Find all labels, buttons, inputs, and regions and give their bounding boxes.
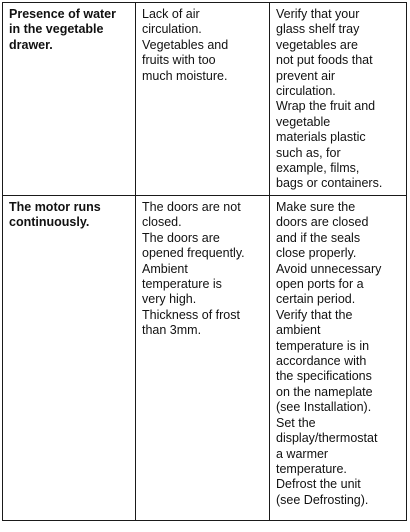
cause-cell — [136, 196, 270, 521]
problem-cell — [3, 3, 136, 196]
text-line: Ambient — [142, 261, 188, 276]
text-line: doors are closed — [276, 215, 369, 230]
text-line: (see Installation). — [276, 400, 372, 415]
text-line: The motor runs — [9, 200, 101, 214]
text-line: in the vegetable — [9, 22, 104, 37]
text-line: such as, for — [276, 145, 341, 160]
text-line: closed. — [142, 215, 182, 230]
text-line: The doors are not — [142, 200, 241, 214]
text-line: accordance with — [276, 354, 367, 369]
text-line: vegetables are — [276, 37, 359, 52]
text-line: prevent air — [276, 68, 336, 83]
text-line: Wrap the fruit and — [276, 99, 376, 114]
text-line: circulation. — [142, 22, 202, 37]
problem-cell — [3, 196, 136, 521]
text-line: much moisture. — [142, 68, 228, 83]
cause-text — [142, 7, 263, 84]
text-line: Make sure the — [276, 200, 356, 214]
solution-text — [276, 7, 400, 192]
text-line: Verify that your — [276, 7, 360, 21]
text-line: the specifications — [276, 369, 372, 384]
text-line: very high. — [142, 292, 197, 307]
text-line: a warmer — [276, 446, 329, 461]
solution-text — [276, 200, 400, 508]
text-line: than 3mm. — [142, 323, 202, 338]
text-line: open ports for a — [276, 277, 364, 292]
text-line: circulation. — [276, 84, 336, 99]
cause-text — [142, 200, 263, 339]
table-row-motor-runs — [3, 196, 407, 521]
text-line: The doors are — [142, 230, 220, 245]
text-line: temperature is — [142, 277, 222, 292]
solution-cell — [270, 196, 407, 521]
text-line: drawer. — [9, 37, 53, 52]
problem-text — [9, 200, 129, 231]
text-line: (see Defrosting). — [276, 492, 369, 507]
solution-cell — [270, 3, 407, 196]
text-line: temperature. — [276, 461, 347, 476]
text-line: and if the seals — [276, 230, 361, 245]
text-line: Vegetables and — [142, 37, 229, 52]
text-line: opened frequently. — [142, 246, 245, 261]
text-line: Verify that the — [276, 307, 353, 322]
text-line: continuously. — [9, 215, 90, 230]
text-line: close properly. — [276, 246, 357, 261]
text-line: Set the — [276, 415, 316, 430]
text-line: certain period. — [276, 292, 356, 307]
text-line: temperature is in — [276, 338, 370, 353]
text-line: Defrost the unit — [276, 477, 361, 492]
table-row-water-in-drawer — [3, 3, 407, 196]
text-line: Avoid unnecessary — [276, 261, 382, 276]
text-line: on the nameplate — [276, 384, 373, 399]
text-line: glass shelf tray — [276, 22, 360, 37]
text-line: vegetable — [276, 114, 331, 129]
cause-cell — [136, 3, 270, 196]
text-line: Thickness of frost — [142, 307, 240, 322]
text-line: not put foods that — [276, 53, 373, 68]
text-line: display/thermostat — [276, 431, 378, 446]
text-line: Presence of water — [9, 7, 116, 21]
text-line: Lack of air — [142, 7, 200, 21]
text-line: example, films, — [276, 161, 360, 176]
troubleshooting-table — [2, 2, 407, 521]
text-line: materials plastic — [276, 130, 366, 145]
text-line: ambient — [276, 323, 321, 338]
problem-text — [9, 7, 129, 53]
text-line: bags or containers. — [276, 176, 383, 191]
text-line: fruits with too — [142, 53, 216, 68]
